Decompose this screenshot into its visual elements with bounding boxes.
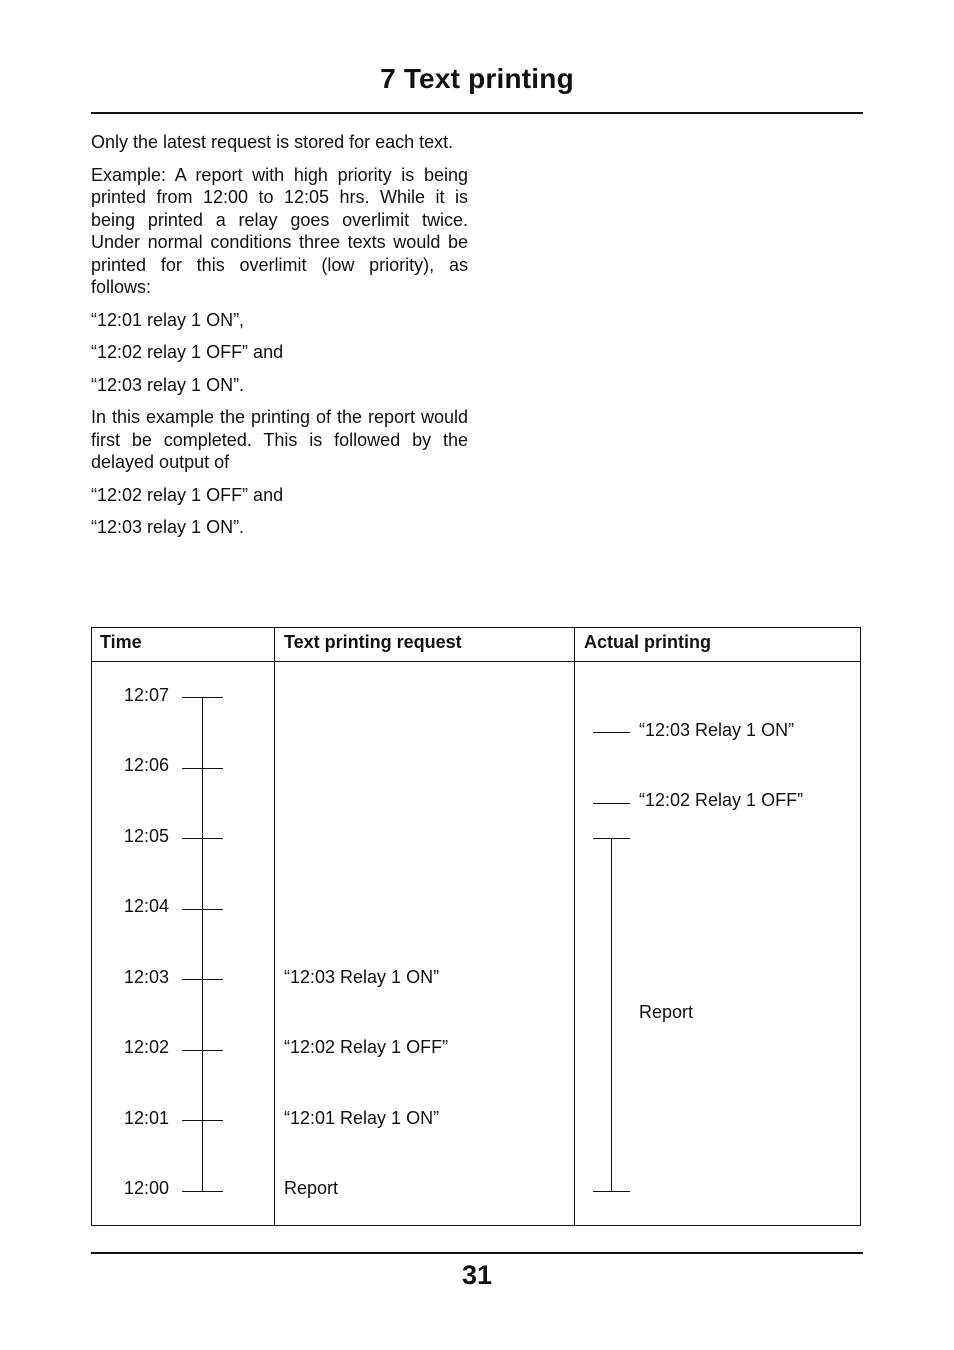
paragraph: Only the latest request is stored for each text. [91, 132, 454, 152]
time-tick [182, 979, 223, 980]
actual-marker [593, 732, 630, 733]
time-tick [182, 768, 223, 769]
paragraph: Example: A report with high priority is being printed from 12:00 to 12:05 hrs. While it is being printed a relay goes overlimit twice. Under normal conditions three texts would be printed for this overlimit (low priority), as follows: [91, 164, 468, 297]
time-tick [182, 1120, 223, 1121]
actual-entry: Report [639, 1002, 694, 1022]
column-header-time: Time [100, 632, 142, 652]
actual-entry: “12:02 Relay 1 OFF” [639, 790, 804, 810]
paragraph: “12:03 relay 1 ON”. [91, 374, 245, 395]
request-entry: “12:01 Relay 1 ON” [284, 1108, 440, 1128]
time-label: 12:00 [124, 1178, 170, 1198]
time-label: 12:03 [124, 967, 170, 987]
actual-entry: “12:03 Relay 1 ON” [639, 720, 795, 740]
time-tick [182, 1050, 223, 1051]
request-entry: “12:03 Relay 1 ON” [284, 967, 440, 987]
request-entry: Report [284, 1178, 339, 1198]
time-tick [182, 1191, 223, 1192]
body-text [91, 131, 468, 549]
request-entry: “12:02 Relay 1 OFF” [284, 1037, 449, 1057]
paragraph: “12:01 relay 1 ON”, [91, 309, 245, 330]
page-number: 31 [461, 1260, 493, 1290]
page-title: 7 Text printing [380, 63, 574, 94]
paragraph: “12:02 relay 1 OFF” and [91, 484, 284, 505]
footer-rule [91, 1252, 863, 1254]
actual-marker [593, 803, 630, 804]
header-divider [91, 661, 861, 662]
timing-table [91, 627, 861, 1226]
header-rule [91, 112, 863, 114]
time-label: 12:02 [124, 1037, 170, 1057]
time-tick [182, 697, 223, 698]
column-divider [274, 627, 275, 1226]
time-label: 12:05 [124, 826, 170, 846]
column-divider [574, 627, 575, 1226]
time-tick [182, 838, 223, 839]
column-header-actual: Actual printing [584, 632, 711, 652]
column-header-request: Text printing request [284, 632, 462, 652]
time-label: 12:04 [124, 896, 170, 916]
report-bracket-line [611, 838, 612, 1191]
time-tick [182, 909, 223, 910]
paragraph: In this example the printing of the report would first be completed. This is followed by the delayed output of [91, 407, 468, 472]
time-axis [202, 697, 203, 1191]
time-label: 12:01 [124, 1108, 170, 1128]
paragraph: “12:02 relay 1 OFF” and [91, 342, 284, 362]
paragraph: “12:03 relay 1 ON”. [91, 517, 245, 537]
time-label: 12:06 [124, 755, 170, 775]
report-bracket-bottom [593, 1191, 630, 1192]
time-label: 12:07 [124, 685, 170, 705]
